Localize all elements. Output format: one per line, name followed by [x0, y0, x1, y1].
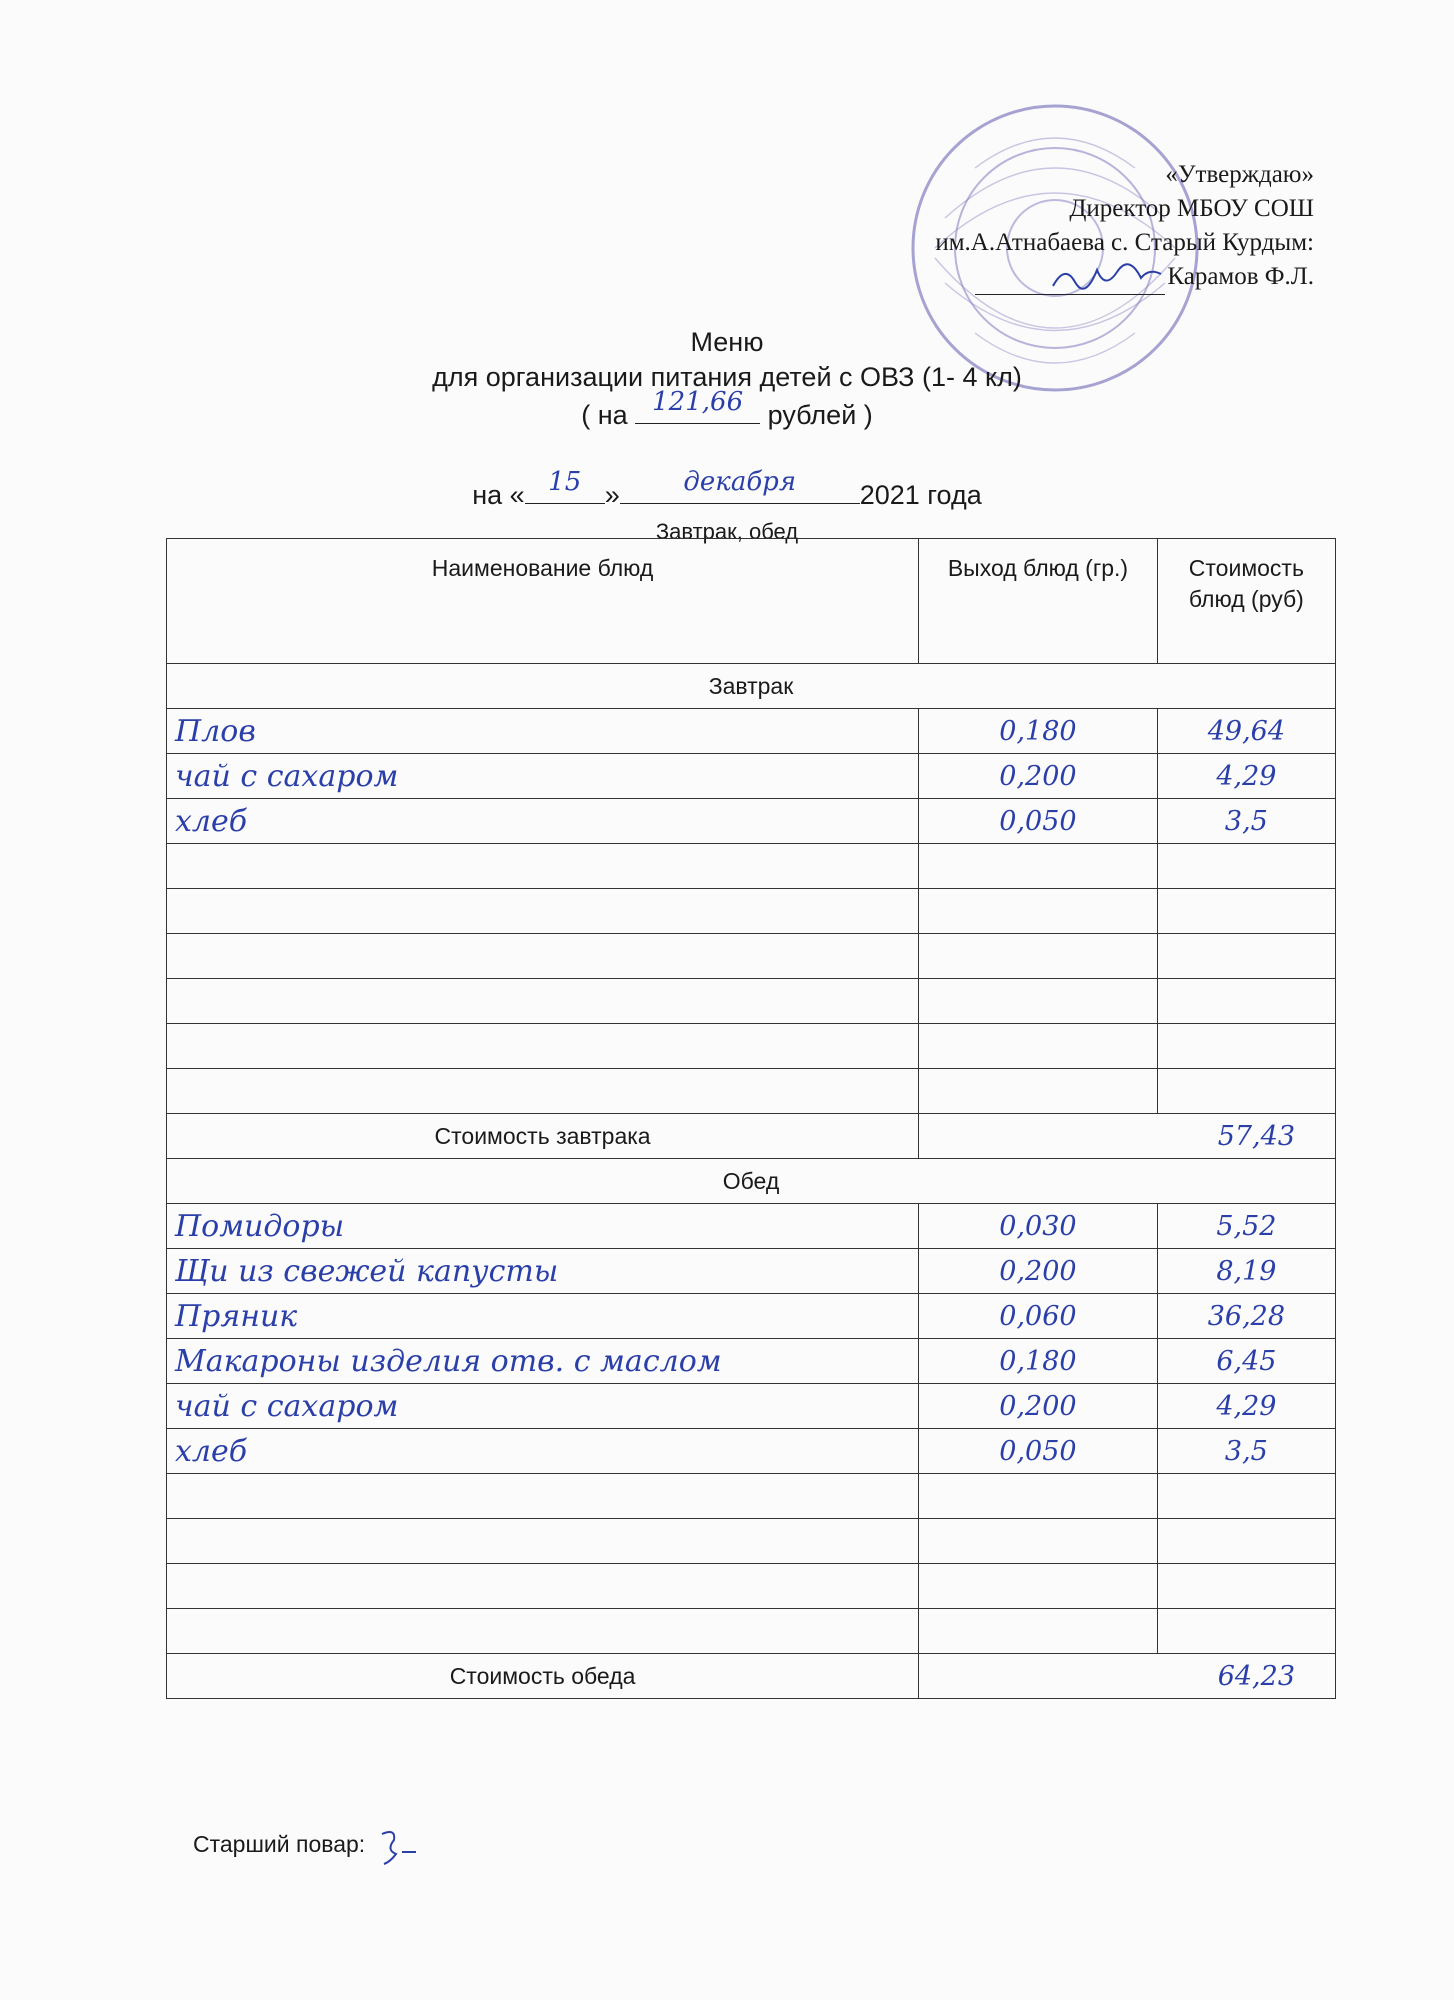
breakfast-item-name-cell: Плов [167, 709, 919, 754]
approval-heading: «Утверждаю» [1165, 161, 1314, 188]
lunch-item-name-cell [167, 1519, 919, 1564]
approval-director: Директор МБОУ СОШ [1069, 195, 1314, 222]
lunch-item-cost-cell [1157, 1519, 1335, 1564]
breakfast-item-cost-cell: 4,29 [1157, 754, 1335, 799]
date-mid: » [604, 480, 620, 510]
table-header-row [167, 539, 1336, 664]
breakfast-item-name-cell [167, 889, 919, 934]
lunch-item-output-cell [919, 1609, 1158, 1654]
lunch-item-name-cell [167, 1474, 919, 1519]
date-month: декабря [683, 467, 797, 497]
meal-subtitle: Завтрак, обед [655, 519, 799, 544]
lunch-item-name-cell: Помидоры [167, 1204, 919, 1249]
day-blank [525, 467, 605, 504]
breakfast-item-output-cell: 0,200 [919, 754, 1158, 799]
lunch-item-name-cell: хлеб [167, 1429, 919, 1474]
breakfast-item-row [167, 844, 1336, 889]
lunch-item-row [167, 1474, 1336, 1519]
lunch-total-value: 64,23 [919, 1654, 1336, 1699]
breakfast-item-output-cell [919, 934, 1158, 979]
lunch-item-output-cell [919, 1564, 1158, 1609]
lunch-item-row [167, 1519, 1336, 1564]
cook-label: Старший повар: [193, 1831, 366, 1858]
approval-signature-row [935, 260, 1314, 295]
lunch-item-row [167, 1564, 1336, 1609]
breakfast-item-cost-cell [1157, 1024, 1335, 1069]
lunch-item-cost-cell [1157, 1609, 1335, 1654]
lunch-item-cost-cell: 3,5 [1157, 1429, 1335, 1474]
lunch-item-cost-cell: 5,52 [1157, 1204, 1335, 1249]
breakfast-item-output-cell [919, 1069, 1158, 1114]
lunch-item-cost-cell [1157, 1474, 1335, 1519]
breakfast-total-row [167, 1114, 1336, 1159]
lunch-section-row [167, 1159, 1336, 1204]
price-prefix: ( на [581, 400, 628, 430]
lunch-item-row [167, 1384, 1336, 1429]
breakfast-item-cost-cell [1157, 934, 1335, 979]
menu-title: Меню [690, 327, 764, 357]
lunch-item-cost-cell: 6,45 [1157, 1339, 1335, 1384]
lunch-item-row [167, 1339, 1336, 1384]
approval-block [935, 158, 1314, 295]
breakfast-item-row [167, 889, 1336, 934]
lunch-item-output-cell: 0,030 [919, 1204, 1158, 1249]
signature-line [975, 260, 1165, 295]
lunch-item-cost-cell [1157, 1564, 1335, 1609]
lunch-item-name-cell [167, 1564, 919, 1609]
breakfast-item-name-cell [167, 1024, 919, 1069]
lunch-item-output-cell [919, 1474, 1158, 1519]
breakfast-item-output-cell [919, 1024, 1158, 1069]
lunch-item-output-cell: 0,180 [919, 1339, 1158, 1384]
lunch-item-cost-cell: 36,28 [1157, 1294, 1335, 1339]
menu-table [166, 538, 1336, 1699]
month-blank [620, 467, 860, 504]
lunch-total-label: Стоимость обеда [167, 1654, 919, 1699]
breakfast-item-name-cell: чай с сахаром [167, 754, 919, 799]
lunch-item-output-cell: 0,060 [919, 1294, 1158, 1339]
price-suffix: рублей ) [767, 400, 873, 430]
breakfast-item-output-cell [919, 844, 1158, 889]
date-prefix: на « [472, 480, 525, 510]
date-day: 15 [548, 467, 582, 497]
lunch-item-name-cell [167, 1609, 919, 1654]
menu-subtitle: для организации питания детей с ОВЗ (1- 4 кл) [432, 362, 1022, 392]
cook-signature [372, 1826, 432, 1866]
breakfast-total-value: 57,43 [919, 1114, 1336, 1159]
header-output: Выход блюд (гр.) [919, 539, 1158, 664]
lunch-item-cost-cell: 8,19 [1157, 1249, 1335, 1294]
lunch-item-row [167, 1249, 1336, 1294]
lunch-item-output-cell [919, 1519, 1158, 1564]
breakfast-item-name-cell [167, 934, 919, 979]
breakfast-item-name-cell: хлеб [167, 799, 919, 844]
breakfast-item-name-cell [167, 979, 919, 1024]
breakfast-item-output-cell [919, 889, 1158, 934]
price-line [0, 387, 1454, 432]
director-name: Карамов Ф.Л. [1167, 263, 1314, 290]
breakfast-item-row [167, 1024, 1336, 1069]
approval-school: им.А.Атнабаева с. Старый Курдым: [935, 229, 1314, 256]
date-year: 2021 года [859, 480, 982, 510]
breakfast-section-row [167, 664, 1336, 709]
header-name: Наименование блюд [167, 539, 919, 664]
price-blank [635, 387, 760, 424]
director-signature [1045, 260, 1165, 294]
lunch-total-row [167, 1654, 1336, 1699]
breakfast-item-output-cell [919, 979, 1158, 1024]
breakfast-item-cost-cell [1157, 979, 1335, 1024]
breakfast-item-cost-cell [1157, 889, 1335, 934]
lunch-item-name-cell: чай с сахаром [167, 1384, 919, 1429]
lunch-item-row [167, 1429, 1336, 1474]
lunch-item-name-cell: Щи из свежей капусты [167, 1249, 919, 1294]
breakfast-item-cost-cell [1157, 1069, 1335, 1114]
lunch-item-output-cell: 0,200 [919, 1249, 1158, 1294]
lunch-item-output-cell: 0,050 [919, 1429, 1158, 1474]
lunch-item-name-cell: Макароны изделия отв. с маслом [167, 1339, 919, 1384]
price-value: 121,66 [652, 387, 744, 417]
breakfast-item-row [167, 754, 1336, 799]
breakfast-item-name-cell [167, 1069, 919, 1114]
breakfast-item-output-cell: 0,180 [919, 709, 1158, 754]
breakfast-item-row [167, 799, 1336, 844]
breakfast-item-output-cell: 0,050 [919, 799, 1158, 844]
breakfast-item-cost-cell [1157, 844, 1335, 889]
lunch-item-row [167, 1609, 1336, 1654]
lunch-item-output-cell: 0,200 [919, 1384, 1158, 1429]
date-line [0, 467, 1454, 512]
breakfast-item-cost-cell: 49,64 [1157, 709, 1335, 754]
breakfast-item-row [167, 934, 1336, 979]
lunch-title: Обед [167, 1159, 1336, 1204]
breakfast-total-label: Стоимость завтрака [167, 1114, 919, 1159]
breakfast-item-row [167, 709, 1336, 754]
lunch-item-cost-cell: 4,29 [1157, 1384, 1335, 1429]
lunch-item-row [167, 1294, 1336, 1339]
header-cost: Стоимость блюд (руб) [1157, 539, 1335, 664]
cook-signature-row [193, 1826, 432, 1866]
breakfast-item-row [167, 979, 1336, 1024]
breakfast-item-row [167, 1069, 1336, 1114]
breakfast-item-name-cell [167, 844, 919, 889]
lunch-item-name-cell: Пряник [167, 1294, 919, 1339]
breakfast-title: Завтрак [167, 664, 1336, 709]
breakfast-item-cost-cell: 3,5 [1157, 799, 1335, 844]
lunch-item-row [167, 1204, 1336, 1249]
